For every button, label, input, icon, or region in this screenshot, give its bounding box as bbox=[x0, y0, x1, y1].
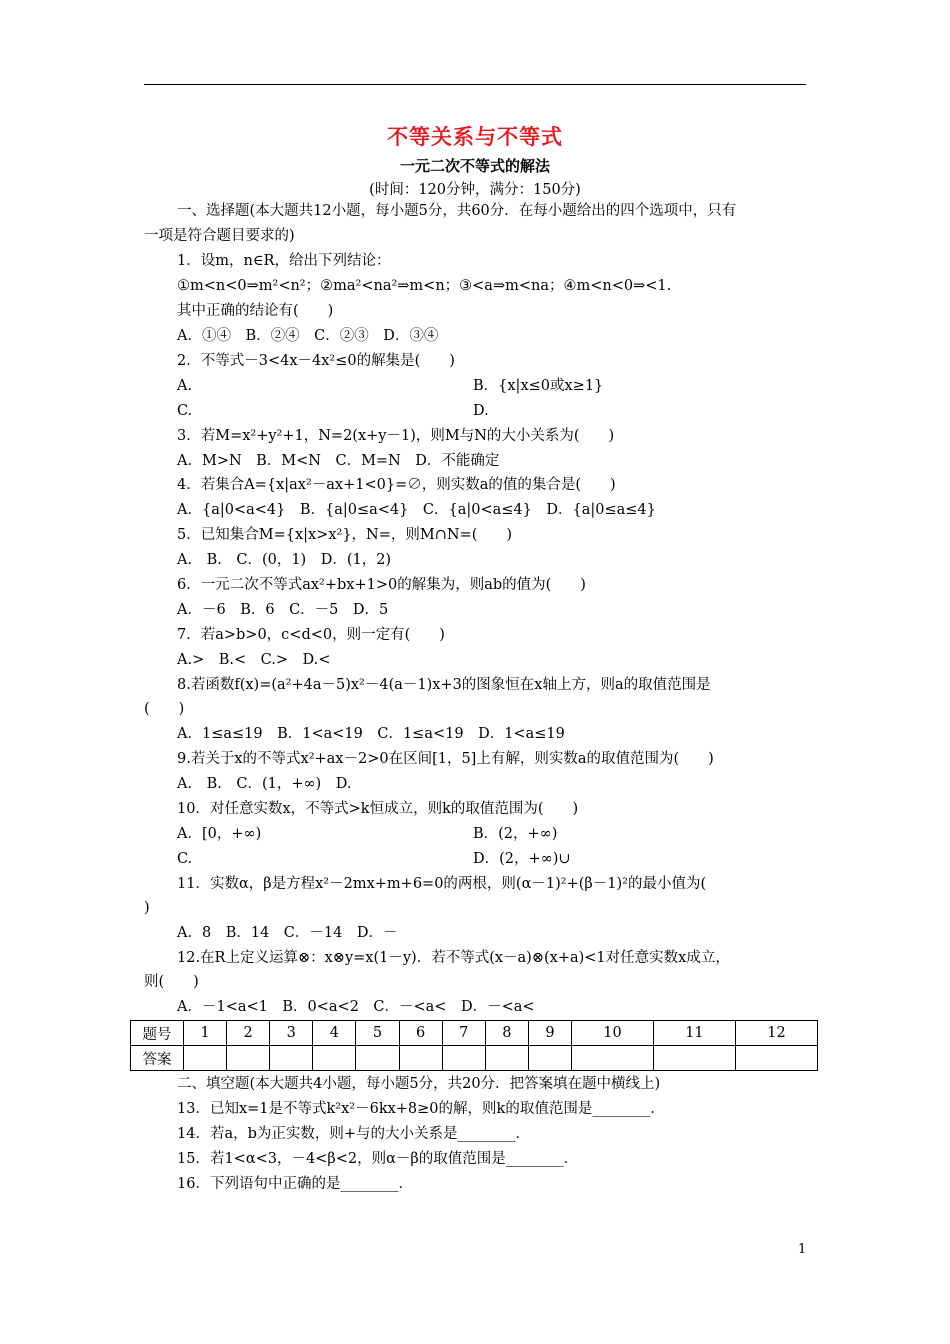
answer-cell[interactable] bbox=[485, 1046, 528, 1071]
question-11-stem: 11．实数α，β是方程x²－2mx+m+6=0的两根，则(α－1)²+(β－1)²的最小值为( bbox=[177, 876, 707, 892]
question-5-options: A. B. C．(0，1) D．(1，2) bbox=[177, 552, 392, 568]
question-number-cell: 4 bbox=[313, 1021, 356, 1046]
answer-cell[interactable] bbox=[528, 1046, 571, 1071]
answer-cell[interactable] bbox=[735, 1046, 817, 1071]
question-5-stem: 5．已知集合M={x|x>x²}，N=，则M∩N=( ) bbox=[177, 527, 513, 543]
question-number-cell: 6 bbox=[399, 1021, 442, 1046]
page-title: 不等关系与不等式 bbox=[387, 125, 563, 149]
question-6-stem: 6．一元二次不等式ax²+bx+1>0的解集为，则ab的值为( ) bbox=[177, 577, 586, 593]
question-2-option-b: B．{x|x≤0或x≥1} bbox=[473, 378, 604, 394]
question-10-option-a: A．[0，+∞) bbox=[177, 826, 262, 842]
question-10-stem: 10．对任意实数x，不等式>k恒成立，则k的取值范围为( ) bbox=[177, 801, 579, 817]
question-number-cell: 10 bbox=[571, 1021, 653, 1046]
question-11-options: A．8 B．14 C．－14 D．－ bbox=[177, 925, 398, 941]
question-12-stem: 12.在R上定义运算⊗：x⊗y=x(1－y)．若不等式(x－a)⊗(x+a)<1对任意实数x成立， bbox=[177, 950, 730, 966]
answer-cell[interactable] bbox=[270, 1046, 313, 1071]
question-4-stem: 4．若集合A={x|ax²－ax+1<0}=∅，则实数a的值的集合是( ) bbox=[177, 477, 616, 493]
question-3-stem: 3．若M=x²+y²+1，N=2(x+y－1)，则M与N的大小关系为( ) bbox=[177, 428, 615, 444]
question-7-stem: 7．若a>b>0，c<d<0，则一定有( ) bbox=[177, 627, 445, 643]
question-1-options: A．①④ B．②④ C．②③ D．③④ bbox=[177, 328, 439, 344]
question-10-option-d: D．(2，+∞)∪ bbox=[473, 851, 571, 867]
question-2-stem: 2．不等式－3<4x－4x²≤0的解集是( ) bbox=[177, 353, 455, 369]
answer-cell[interactable] bbox=[442, 1046, 485, 1071]
question-1-stem: 1．设m，n∈R，给出下列结论： bbox=[177, 253, 391, 269]
question-10-option-c: C. bbox=[177, 851, 193, 867]
question-number-cell: 12 bbox=[735, 1021, 817, 1046]
page-number: 1 bbox=[798, 1242, 807, 1257]
question-3-options: A．M>N B．M<N C．M=N D．不能确定 bbox=[177, 453, 500, 469]
question-12-stem: 则( ) bbox=[144, 974, 199, 990]
answer-table-header-label: 题号 bbox=[131, 1021, 184, 1046]
question-1-stem: 其中正确的结论有( ) bbox=[177, 303, 334, 319]
question-9-options: A. B. C．(1，+∞) D. bbox=[177, 776, 352, 792]
question-number-cell: 8 bbox=[485, 1021, 528, 1046]
section1-heading: 一、选择题(本大题共12小题，每小题5分，共60分．在每小题给出的四个选项中，只有 bbox=[177, 203, 737, 219]
question-number-cell: 9 bbox=[528, 1021, 571, 1046]
question-number-cell: 3 bbox=[270, 1021, 313, 1046]
answer-cell[interactable] bbox=[653, 1046, 735, 1071]
question-8-stem: ( ) bbox=[144, 701, 185, 717]
question-11-stem: ) bbox=[144, 900, 150, 916]
section2-heading: 二、填空题(本大题共4小题，每小题5分，共20分．把答案填在题中横线上) bbox=[177, 1076, 661, 1092]
question-number-cell: 7 bbox=[442, 1021, 485, 1046]
fill-question-13: 13．已知x=1是不等式k²x²－6kx+8≥0的解，则k的取值范围是________． bbox=[177, 1101, 665, 1117]
question-10-option-b: B．(2，+∞) bbox=[473, 826, 558, 842]
header-rule bbox=[144, 84, 806, 85]
answer-table bbox=[130, 1020, 818, 1071]
question-4-options: A．{a|0<a<4} B．{a|0≤a<4} C．{a|0<a≤4} D．{a|0≤a≤4} bbox=[177, 502, 656, 518]
question-8-options: A．1≤a≤19 B．1<a<19 C．1≤a<19 D．1<a≤19 bbox=[177, 726, 565, 742]
page-subtitle: 一元二次不等式的解法 bbox=[399, 157, 550, 175]
question-number-cell: 1 bbox=[184, 1021, 227, 1046]
question-8-stem: 8.若函数f(x)=(a²+4a－5)x²－4(a－1)x+3的图象恒在x轴上方，则a的取值范围是 bbox=[177, 677, 711, 693]
answer-table-answer-label: 答案 bbox=[131, 1046, 184, 1071]
answer-cell[interactable] bbox=[184, 1046, 227, 1071]
fill-question-16: 16．下列语句中正确的是________． bbox=[177, 1176, 413, 1192]
question-number-cell: 11 bbox=[653, 1021, 735, 1046]
answer-cell[interactable] bbox=[227, 1046, 270, 1071]
answer-cell[interactable] bbox=[571, 1046, 653, 1071]
question-6-options: A．－6 B．6 C．－5 D．5 bbox=[177, 602, 389, 618]
section1-heading-cont: 一项是符合题目要求的) bbox=[144, 228, 295, 244]
answer-table-header-row bbox=[131, 1021, 818, 1046]
question-12-options: A．－1<a<1 B．0<a<2 C．－<a< D．－<a< bbox=[177, 999, 535, 1015]
answer-cell[interactable] bbox=[356, 1046, 399, 1071]
exam-meta: (时间：120分钟，满分：150分) bbox=[369, 182, 581, 198]
question-9-stem: 9.若关于x的不等式x²+ax－2>0在区间[1，5]上有解，则实数a的取值范围为( ) bbox=[177, 751, 714, 767]
question-2-option-d: D. bbox=[473, 403, 489, 419]
answer-table-answer-row bbox=[131, 1046, 818, 1071]
question-2-option-c: C. bbox=[177, 403, 193, 419]
question-number-cell: 2 bbox=[227, 1021, 270, 1046]
answer-cell[interactable] bbox=[399, 1046, 442, 1071]
question-2-option-a: A. bbox=[177, 378, 193, 394]
question-7-options: A.> B.< C.> D.< bbox=[177, 652, 331, 668]
question-1-stem: ①m<n<0⇒m²<n²；②ma²<na²⇒m<n；③<a⇒m<na；④m<n<0⇒<1. bbox=[177, 278, 672, 294]
answer-cell[interactable] bbox=[313, 1046, 356, 1071]
question-number-cell: 5 bbox=[356, 1021, 399, 1046]
fill-question-14: 14．若a，b为正实数，则+与的大小关系是________． bbox=[177, 1126, 531, 1142]
fill-question-15: 15．若1<α<3，－4<β<2，则α－β的取值范围是________． bbox=[177, 1151, 579, 1167]
